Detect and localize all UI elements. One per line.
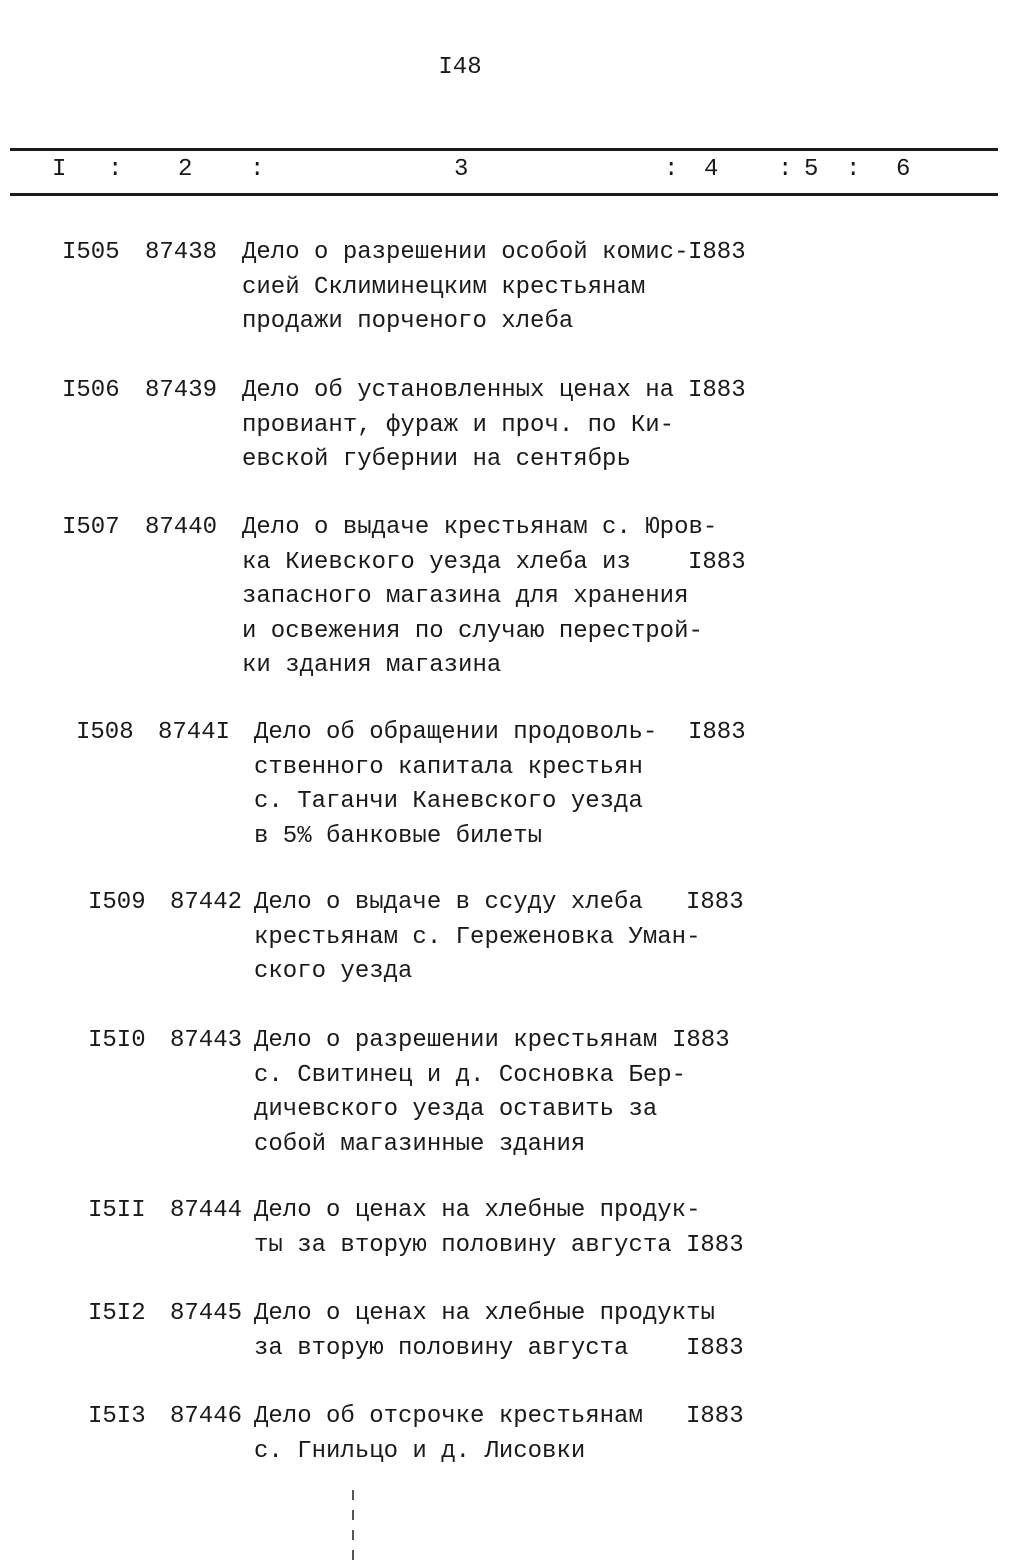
entry-description [254, 1400, 724, 1469]
description-line: с. Свитинец и д. Сосновка Бер- [254, 1061, 687, 1089]
description-line: сией Склиминецким крестьянам [242, 273, 646, 301]
entry-description [242, 236, 712, 340]
entry-year: I883 [688, 548, 746, 576]
inventory-number: 87446 [170, 1403, 243, 1430]
entry-number: I507 [62, 514, 120, 541]
entry-year: I883 [686, 889, 744, 916]
entry-number: I505 [62, 239, 120, 266]
entry-year: I883 [688, 719, 746, 746]
description-line: ки здания магазина [242, 652, 502, 679]
entry-number: I5I0 [88, 1027, 146, 1054]
description-line: с. Гнильцо и д. Лисовки [254, 1437, 586, 1465]
description-line: запасного магазина для хранения [242, 583, 689, 610]
entry-number: I5II [88, 1197, 146, 1224]
column-separator: : [664, 156, 679, 183]
column-separator: : [846, 156, 861, 183]
description-line: дичевского уезда оставить за [254, 1096, 658, 1123]
description-line: ского уезда [254, 958, 413, 985]
header-rule-top [10, 148, 998, 151]
entry-description [254, 1194, 724, 1263]
column-header-1: I [52, 156, 67, 183]
inventory-number: 87445 [170, 1300, 243, 1327]
entry-description [254, 886, 724, 990]
entry-year: I883 [672, 1027, 730, 1054]
description-line: Дело о выдаче в ссуду хлеба [254, 889, 643, 916]
inventory-number: 8744I [158, 719, 231, 746]
entry-number: I5I2 [88, 1300, 146, 1327]
description-line: ка Киевского уезда хлеба из [242, 548, 631, 576]
page-number: I48 [438, 54, 482, 81]
column-header-6: 6 [896, 156, 911, 183]
entry-number: I508 [76, 719, 134, 746]
description-line: Дело об обращении продоволь- [254, 719, 658, 746]
column-separator: : [778, 156, 793, 183]
column-header-4: 4 [704, 156, 719, 183]
entry-year: I883 [688, 377, 746, 404]
description-line: евской губернии на сентябрь [242, 446, 631, 473]
entry-description [254, 716, 724, 854]
entry-year: I883 [686, 1231, 744, 1259]
description-line: и освежения по случаю перестрой- [242, 617, 703, 645]
description-line: ственного капитала крестьян [254, 753, 643, 781]
column-header-5: 5 [804, 156, 819, 183]
column-header-3: 3 [454, 156, 469, 183]
description-line: Дело о разрешении особой комис- [242, 239, 689, 266]
entry-number: I506 [62, 377, 120, 404]
description-line: собой магазинные здания [254, 1130, 586, 1158]
entry-number: I509 [88, 889, 146, 916]
inventory-number: 87444 [170, 1197, 243, 1224]
entry-year: I883 [686, 1334, 744, 1362]
description-line: Дело об установленных ценах на [242, 377, 675, 404]
inventory-number: 87439 [145, 377, 218, 404]
entry-year: I883 [686, 1403, 744, 1430]
description-line: Дело о разрешении крестьянам [254, 1027, 658, 1054]
header-rule-bottom [10, 193, 998, 196]
description-line: ты за вторую половину августа [254, 1231, 672, 1259]
entry-description [242, 374, 712, 478]
description-line: крестьянам с. Гереженовка Уман- [254, 923, 701, 951]
entry-description [254, 1297, 724, 1366]
inventory-number: 87443 [170, 1027, 243, 1054]
description-line: Дело об отсрочке крестьянам [254, 1403, 643, 1430]
column-separator: : [108, 156, 123, 183]
entry-description [254, 1024, 724, 1162]
inventory-number: 87440 [145, 514, 218, 541]
description-line: провиант, фураж и проч. по Ки- [242, 411, 675, 439]
description-line: Дело о выдаче крестьянам с. Юров- [242, 514, 718, 541]
column-header-2: 2 [178, 156, 193, 183]
inventory-number: 87442 [170, 889, 243, 916]
entry-number: I5I3 [88, 1403, 146, 1430]
description-line: за вторую половину августа [254, 1334, 629, 1362]
description-line: Дело о ценах на хлебные продукты [254, 1300, 715, 1327]
column-separator: : [250, 156, 265, 183]
entry-year: I883 [688, 239, 746, 266]
description-line: Дело о ценах на хлебные продук- [254, 1197, 701, 1224]
scan-artifact-marks [352, 1490, 354, 1562]
description-line: продажи порченого хлеба [242, 308, 574, 335]
inventory-number: 87438 [145, 239, 218, 266]
description-line: в 5% банковые билеты [254, 822, 543, 850]
description-line: с. Таганчи Каневского уезда [254, 788, 643, 815]
